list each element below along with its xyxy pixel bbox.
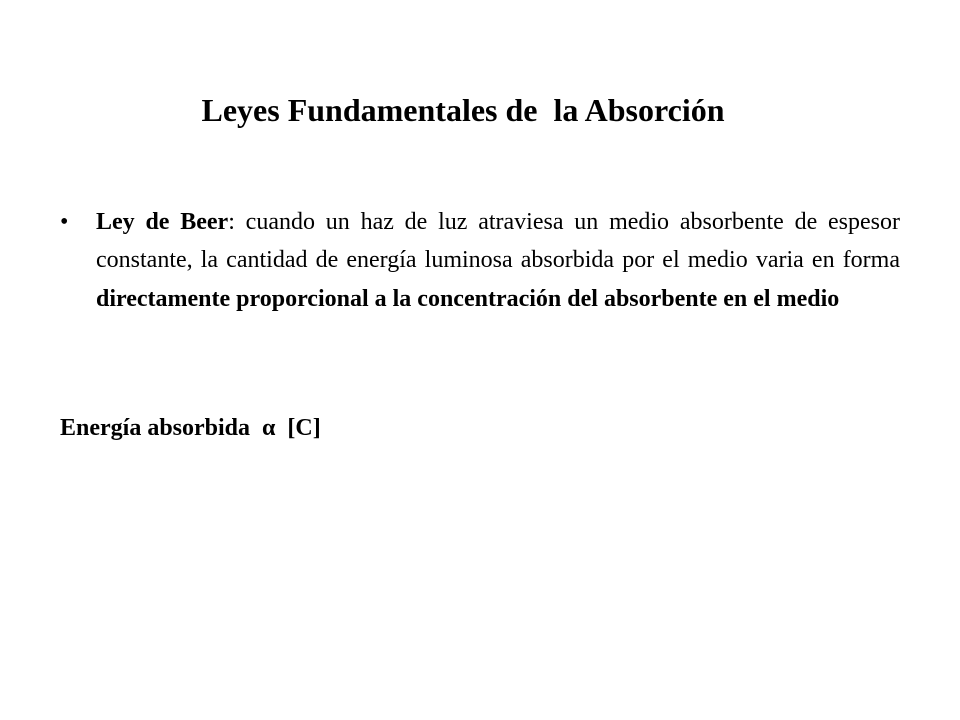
law-name: Ley de Beer <box>96 209 229 235</box>
slide-title: Leyes Fundamentales de la Absorción <box>201 92 725 128</box>
law-description: cuando un haz de luz atraviesa un medio absorbente de espesor constante, la cantidad de energía luminosa absorbida por el medio varia en forma <box>96 209 901 274</box>
proportionality-formula: Energía absorbida α [C] <box>60 415 321 441</box>
bullet-marker: • <box>60 209 69 235</box>
bullet-item <box>60 203 900 318</box>
law-separator: : <box>228 209 235 235</box>
law-emphasis: directamente proporcional a la concentración del absorbente en el medio <box>96 285 840 312</box>
bullet-paragraph <box>96 203 900 318</box>
